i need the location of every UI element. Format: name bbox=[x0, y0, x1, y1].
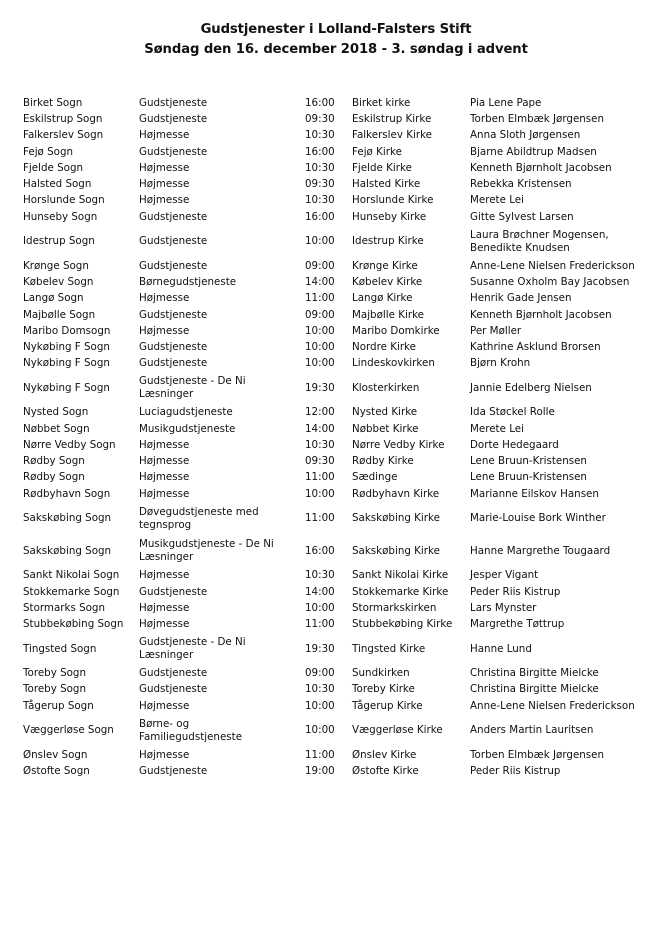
service-cell: Gudstjeneste - De Ni Læsninger bbox=[139, 375, 246, 401]
table-row bbox=[23, 617, 643, 633]
priest-cell: Marie-Louise Bork Winther bbox=[470, 512, 606, 525]
church-cell: Østofte Kirke bbox=[352, 764, 419, 777]
church-cell: Ønslev Kirke bbox=[352, 748, 417, 761]
table-row bbox=[23, 763, 643, 779]
priest-cell: Bjarne Abildtrup Madsen bbox=[470, 145, 597, 158]
church-cell: Sankt Nikolai Kirke bbox=[352, 569, 449, 582]
priest-cell: Merete Lei bbox=[470, 194, 524, 207]
church-cell: Rødbyhavn Kirke bbox=[352, 487, 440, 500]
table-row bbox=[23, 568, 643, 584]
table-row bbox=[23, 633, 643, 666]
priest-cell: Ida Støckel Rolle bbox=[470, 406, 555, 419]
time-cell: 09:30 bbox=[305, 112, 335, 125]
church-cell: Maribo Domkirke bbox=[352, 324, 440, 337]
church-cell: Tingsted Kirke bbox=[352, 642, 426, 655]
service-cell: Højmesse bbox=[139, 324, 190, 337]
church-cell: Sakskøbing Kirke bbox=[352, 544, 440, 557]
parish-cell: Stokkemarke Sogn bbox=[23, 585, 120, 598]
church-cell: Halsted Kirke bbox=[352, 178, 421, 191]
parish-cell: Fejø Sogn bbox=[23, 145, 74, 158]
parish-cell: Maribo Domsogn bbox=[23, 324, 111, 337]
priest-cell: Susanne Oxholm Bay Jacobsen bbox=[470, 275, 630, 288]
church-cell: Lindeskovkirken bbox=[352, 357, 435, 370]
parish-cell: Krønge Sogn bbox=[23, 259, 89, 272]
church-cell: Horslunde Kirke bbox=[352, 194, 434, 207]
parish-cell: Toreby Sogn bbox=[23, 683, 86, 696]
church-cell: Stokkemarke Kirke bbox=[352, 585, 449, 598]
church-cell: Sædinge bbox=[352, 471, 398, 484]
time-cell: 10:30 bbox=[305, 569, 335, 582]
time-cell: 19:30 bbox=[305, 642, 335, 655]
priest-cell: Laura Brøchner Mogensen, Benedikte Knudsen bbox=[470, 228, 609, 254]
table-row bbox=[23, 144, 643, 160]
parish-cell: Hunseby Sogn bbox=[23, 210, 98, 223]
time-cell: 19:30 bbox=[305, 381, 335, 394]
priest-cell: Marianne Eilskov Hansen bbox=[470, 487, 599, 500]
page-subtitle: Søndag den 16. december 2018 - 3. søndag i advent bbox=[144, 42, 528, 57]
priest-cell: Per Møller bbox=[470, 324, 522, 337]
priest-cell: Bjørn Krohn bbox=[470, 357, 531, 370]
church-cell: Hunseby Kirke bbox=[352, 210, 427, 223]
table-row bbox=[23, 535, 643, 568]
church-cell: Klosterkirken bbox=[352, 381, 420, 394]
service-cell: Gudstjeneste bbox=[139, 96, 208, 109]
time-cell: 11:00 bbox=[305, 512, 335, 525]
church-cell: Nørre Vedby Kirke bbox=[352, 438, 445, 451]
priest-cell: Lars Mynster bbox=[470, 601, 537, 614]
parish-cell: Majbølle Sogn bbox=[23, 308, 96, 321]
time-cell: 14:00 bbox=[305, 275, 335, 288]
time-cell: 09:00 bbox=[305, 667, 335, 680]
parish-cell: Rødby Sogn bbox=[23, 455, 85, 468]
church-cell: Nordre Kirke bbox=[352, 341, 416, 354]
parish-cell: Sakskøbing Sogn bbox=[23, 544, 112, 557]
service-cell: Højmesse bbox=[139, 618, 190, 631]
parish-cell: Købelev Sogn bbox=[23, 275, 94, 288]
church-cell: Rødby Kirke bbox=[352, 455, 414, 468]
service-cell: Højmesse bbox=[139, 699, 190, 712]
priest-cell: Henrik Gade Jensen bbox=[470, 292, 572, 305]
service-cell: Højmesse bbox=[139, 601, 190, 614]
service-cell: Højmesse bbox=[139, 178, 190, 191]
table-row bbox=[23, 258, 643, 274]
service-cell: Højmesse bbox=[139, 487, 190, 500]
service-cell: Gudstjeneste bbox=[139, 259, 208, 272]
parish-cell: Langø Sogn bbox=[23, 292, 84, 305]
priest-cell: Anne-Lene Nielsen Frederickson bbox=[470, 259, 635, 272]
table-row bbox=[23, 95, 643, 111]
time-cell: 11:00 bbox=[305, 471, 335, 484]
church-cell: Fejø Kirke bbox=[352, 145, 402, 158]
parish-cell: Sankt Nikolai Sogn bbox=[23, 569, 120, 582]
priest-cell: Lene Bruun-Kristensen bbox=[470, 471, 587, 484]
service-cell: Højmesse bbox=[139, 161, 190, 174]
service-cell: Gudstjeneste - De Ni Læsninger bbox=[139, 636, 246, 662]
parish-cell: Idestrup Sogn bbox=[23, 235, 95, 248]
priest-cell: Christina Birgitte Mielcke bbox=[470, 667, 599, 680]
table-row bbox=[23, 454, 643, 470]
priest-cell: Peder Riis Kistrup bbox=[470, 764, 561, 777]
service-cell: Gudstjeneste bbox=[139, 667, 208, 680]
table-row bbox=[23, 225, 643, 258]
table-row bbox=[23, 698, 643, 714]
parish-cell: Nørre Vedby Sogn bbox=[23, 438, 116, 451]
time-cell: 14:00 bbox=[305, 422, 335, 435]
time-cell: 10:30 bbox=[305, 129, 335, 142]
time-cell: 10:30 bbox=[305, 683, 335, 696]
priest-cell: Peder Riis Kistrup bbox=[470, 585, 561, 598]
service-cell: Gudstjeneste bbox=[139, 341, 208, 354]
table-row bbox=[23, 437, 643, 453]
church-cell: Fjelde Kirke bbox=[352, 161, 412, 174]
service-cell: Højmesse bbox=[139, 471, 190, 484]
church-cell: Krønge Kirke bbox=[352, 259, 418, 272]
church-cell: Nøbbet Kirke bbox=[352, 422, 419, 435]
table-row bbox=[23, 128, 643, 144]
parish-cell: Væggerløse Sogn bbox=[23, 724, 114, 737]
priest-cell: Anders Martin Lauritsen bbox=[470, 724, 594, 737]
parish-cell: Horslunde Sogn bbox=[23, 194, 105, 207]
time-cell: 16:00 bbox=[305, 210, 335, 223]
service-cell: Luciagudstjeneste bbox=[139, 406, 233, 419]
church-cell: Majbølle Kirke bbox=[352, 308, 424, 321]
time-cell: 09:00 bbox=[305, 259, 335, 272]
service-cell: Musikgudstjeneste - De Ni Læsninger bbox=[139, 538, 274, 564]
parish-cell: Eskilstrup Sogn bbox=[23, 112, 103, 125]
table-row bbox=[23, 584, 643, 600]
church-cell: Nysted Kirke bbox=[352, 406, 418, 419]
table-row bbox=[23, 665, 643, 681]
parish-cell: Toreby Sogn bbox=[23, 667, 86, 680]
services-table-body bbox=[23, 95, 643, 779]
time-cell: 10:30 bbox=[305, 194, 335, 207]
service-cell: Børnegudstjeneste bbox=[139, 275, 237, 288]
service-cell: Gudstjeneste bbox=[139, 235, 208, 248]
table-row bbox=[23, 600, 643, 616]
table-row bbox=[23, 209, 643, 225]
priest-cell: Kenneth Bjørnholt Jacobsen bbox=[470, 308, 612, 321]
service-cell: Gudstjeneste bbox=[139, 210, 208, 223]
priest-cell: Anne-Lene Nielsen Frederickson bbox=[470, 699, 635, 712]
time-cell: 11:00 bbox=[305, 292, 335, 305]
parish-cell: Stormarks Sogn bbox=[23, 601, 105, 614]
table-row bbox=[23, 111, 643, 127]
service-cell: Højmesse bbox=[139, 292, 190, 305]
parish-cell: Ønslev Sogn bbox=[23, 748, 88, 761]
table-row bbox=[23, 356, 643, 372]
table-row bbox=[23, 372, 643, 405]
service-cell: Døvegudstjeneste med tegnsprog bbox=[139, 505, 259, 531]
service-cell: Gudstjeneste bbox=[139, 357, 208, 370]
page-title: Gudstjenester i Lolland-Falsters Stift bbox=[200, 22, 472, 37]
table-row bbox=[23, 714, 643, 747]
parish-cell: Rødby Sogn bbox=[23, 471, 85, 484]
table-row bbox=[23, 470, 643, 486]
service-cell: Musikgudstjeneste bbox=[139, 422, 236, 435]
church-cell: Væggerløse Kirke bbox=[352, 724, 443, 737]
church-cell: Købelev Kirke bbox=[352, 275, 423, 288]
service-cell: Børne- og Familiegudstjeneste bbox=[139, 717, 243, 743]
priest-cell: Gitte Sylvest Larsen bbox=[470, 210, 574, 223]
church-cell: Idestrup Kirke bbox=[352, 235, 424, 248]
parish-cell: Tingsted Sogn bbox=[23, 642, 97, 655]
parish-cell: Nykøbing F Sogn bbox=[23, 341, 110, 354]
time-cell: 09:30 bbox=[305, 455, 335, 468]
table-row bbox=[23, 307, 643, 323]
table-row bbox=[23, 339, 643, 355]
service-cell: Højmesse bbox=[139, 455, 190, 468]
time-cell: 10:00 bbox=[305, 341, 335, 354]
table-row bbox=[23, 747, 643, 763]
church-cell: Falkerslev Kirke bbox=[352, 129, 433, 142]
time-cell: 16:00 bbox=[305, 96, 335, 109]
table-row bbox=[23, 323, 643, 339]
service-cell: Gudstjeneste bbox=[139, 308, 208, 321]
service-cell: Højmesse bbox=[139, 748, 190, 761]
church-cell: Sakskøbing Kirke bbox=[352, 512, 440, 525]
time-cell: 10:00 bbox=[305, 487, 335, 500]
table-row bbox=[23, 176, 643, 192]
church-cell: Stubbekøbing Kirke bbox=[352, 618, 453, 631]
priest-cell: Jesper Vigant bbox=[470, 569, 539, 582]
church-cell: Eskilstrup Kirke bbox=[352, 112, 432, 125]
priest-cell: Kenneth Bjørnholt Jacobsen bbox=[470, 161, 612, 174]
service-cell: Gudstjeneste bbox=[139, 585, 208, 598]
time-cell: 10:30 bbox=[305, 438, 335, 451]
service-cell: Gudstjeneste bbox=[139, 112, 208, 125]
parish-cell: Nysted Sogn bbox=[23, 406, 89, 419]
time-cell: 10:00 bbox=[305, 601, 335, 614]
time-cell: 16:00 bbox=[305, 544, 335, 557]
time-cell: 10:00 bbox=[305, 324, 335, 337]
time-cell: 16:00 bbox=[305, 145, 335, 158]
parish-cell: Nøbbet Sogn bbox=[23, 422, 90, 435]
service-cell: Højmesse bbox=[139, 569, 190, 582]
table-row bbox=[23, 682, 643, 698]
time-cell: 10:00 bbox=[305, 724, 335, 737]
priest-cell: Lene Bruun-Kristensen bbox=[470, 455, 587, 468]
service-cell: Gudstjeneste bbox=[139, 683, 208, 696]
service-cell: Højmesse bbox=[139, 438, 190, 451]
header bbox=[0, 20, 672, 60]
priest-cell: Torben Elmbæk Jørgensen bbox=[470, 748, 605, 761]
priest-cell: Pia Lene Pape bbox=[470, 96, 542, 109]
priest-cell: Jannie Edelberg Nielsen bbox=[470, 381, 592, 394]
time-cell: 09:00 bbox=[305, 308, 335, 321]
service-cell: Gudstjeneste bbox=[139, 145, 208, 158]
table-row bbox=[23, 486, 643, 502]
parish-cell: Nykøbing F Sogn bbox=[23, 357, 110, 370]
time-cell: 10:00 bbox=[305, 235, 335, 248]
services-table bbox=[23, 95, 643, 779]
priest-cell: Merete Lei bbox=[470, 422, 524, 435]
church-cell: Sundkirken bbox=[352, 667, 410, 680]
parish-cell: Nykøbing F Sogn bbox=[23, 381, 110, 394]
parish-cell: Rødbyhavn Sogn bbox=[23, 487, 111, 500]
priest-cell: Kathrine Asklund Brorsen bbox=[470, 341, 601, 354]
table-row bbox=[23, 405, 643, 421]
time-cell: 14:00 bbox=[305, 585, 335, 598]
priest-cell: Hanne Margrethe Tougaard bbox=[470, 544, 611, 557]
time-cell: 12:00 bbox=[305, 406, 335, 419]
table-row bbox=[23, 274, 643, 290]
time-cell: 09:30 bbox=[305, 178, 335, 191]
priest-cell: Margrethe Tøttrup bbox=[470, 618, 565, 631]
table-row bbox=[23, 160, 643, 176]
parish-cell: Tågerup Sogn bbox=[23, 699, 94, 712]
parish-cell: Fjelde Sogn bbox=[23, 161, 84, 174]
table-row bbox=[23, 193, 643, 209]
priest-cell: Rebekka Kristensen bbox=[470, 178, 572, 191]
time-cell: 11:00 bbox=[305, 748, 335, 761]
parish-cell: Halsted Sogn bbox=[23, 178, 92, 191]
time-cell: 10:00 bbox=[305, 357, 335, 370]
time-cell: 11:00 bbox=[305, 618, 335, 631]
time-cell: 10:30 bbox=[305, 161, 335, 174]
priest-cell: Torben Elmbæk Jørgensen bbox=[470, 112, 605, 125]
church-cell: Langø Kirke bbox=[352, 292, 413, 305]
church-cell: Stormarkskirken bbox=[352, 601, 437, 614]
priest-cell: Anna Sloth Jørgensen bbox=[470, 129, 581, 142]
service-cell: Højmesse bbox=[139, 194, 190, 207]
parish-cell: Falkerslev Sogn bbox=[23, 129, 104, 142]
church-cell: Toreby Kirke bbox=[352, 683, 415, 696]
priest-cell: Dorte Hedegaard bbox=[470, 438, 559, 451]
time-cell: 10:00 bbox=[305, 699, 335, 712]
priest-cell: Christina Birgitte Mielcke bbox=[470, 683, 599, 696]
table-row bbox=[23, 421, 643, 437]
parish-cell: Sakskøbing Sogn bbox=[23, 512, 112, 525]
parish-cell: Stubbekøbing Sogn bbox=[23, 618, 124, 631]
priest-cell: Hanne Lund bbox=[470, 642, 532, 655]
table-row bbox=[23, 291, 643, 307]
church-cell: Birket kirke bbox=[352, 96, 411, 109]
church-cell: Tågerup Kirke bbox=[352, 699, 423, 712]
service-cell: Højmesse bbox=[139, 129, 190, 142]
time-cell: 19:00 bbox=[305, 764, 335, 777]
table-row bbox=[23, 502, 643, 535]
service-cell: Gudstjeneste bbox=[139, 764, 208, 777]
parish-cell: Birket Sogn bbox=[23, 96, 83, 109]
parish-cell: Østofte Sogn bbox=[23, 764, 90, 777]
